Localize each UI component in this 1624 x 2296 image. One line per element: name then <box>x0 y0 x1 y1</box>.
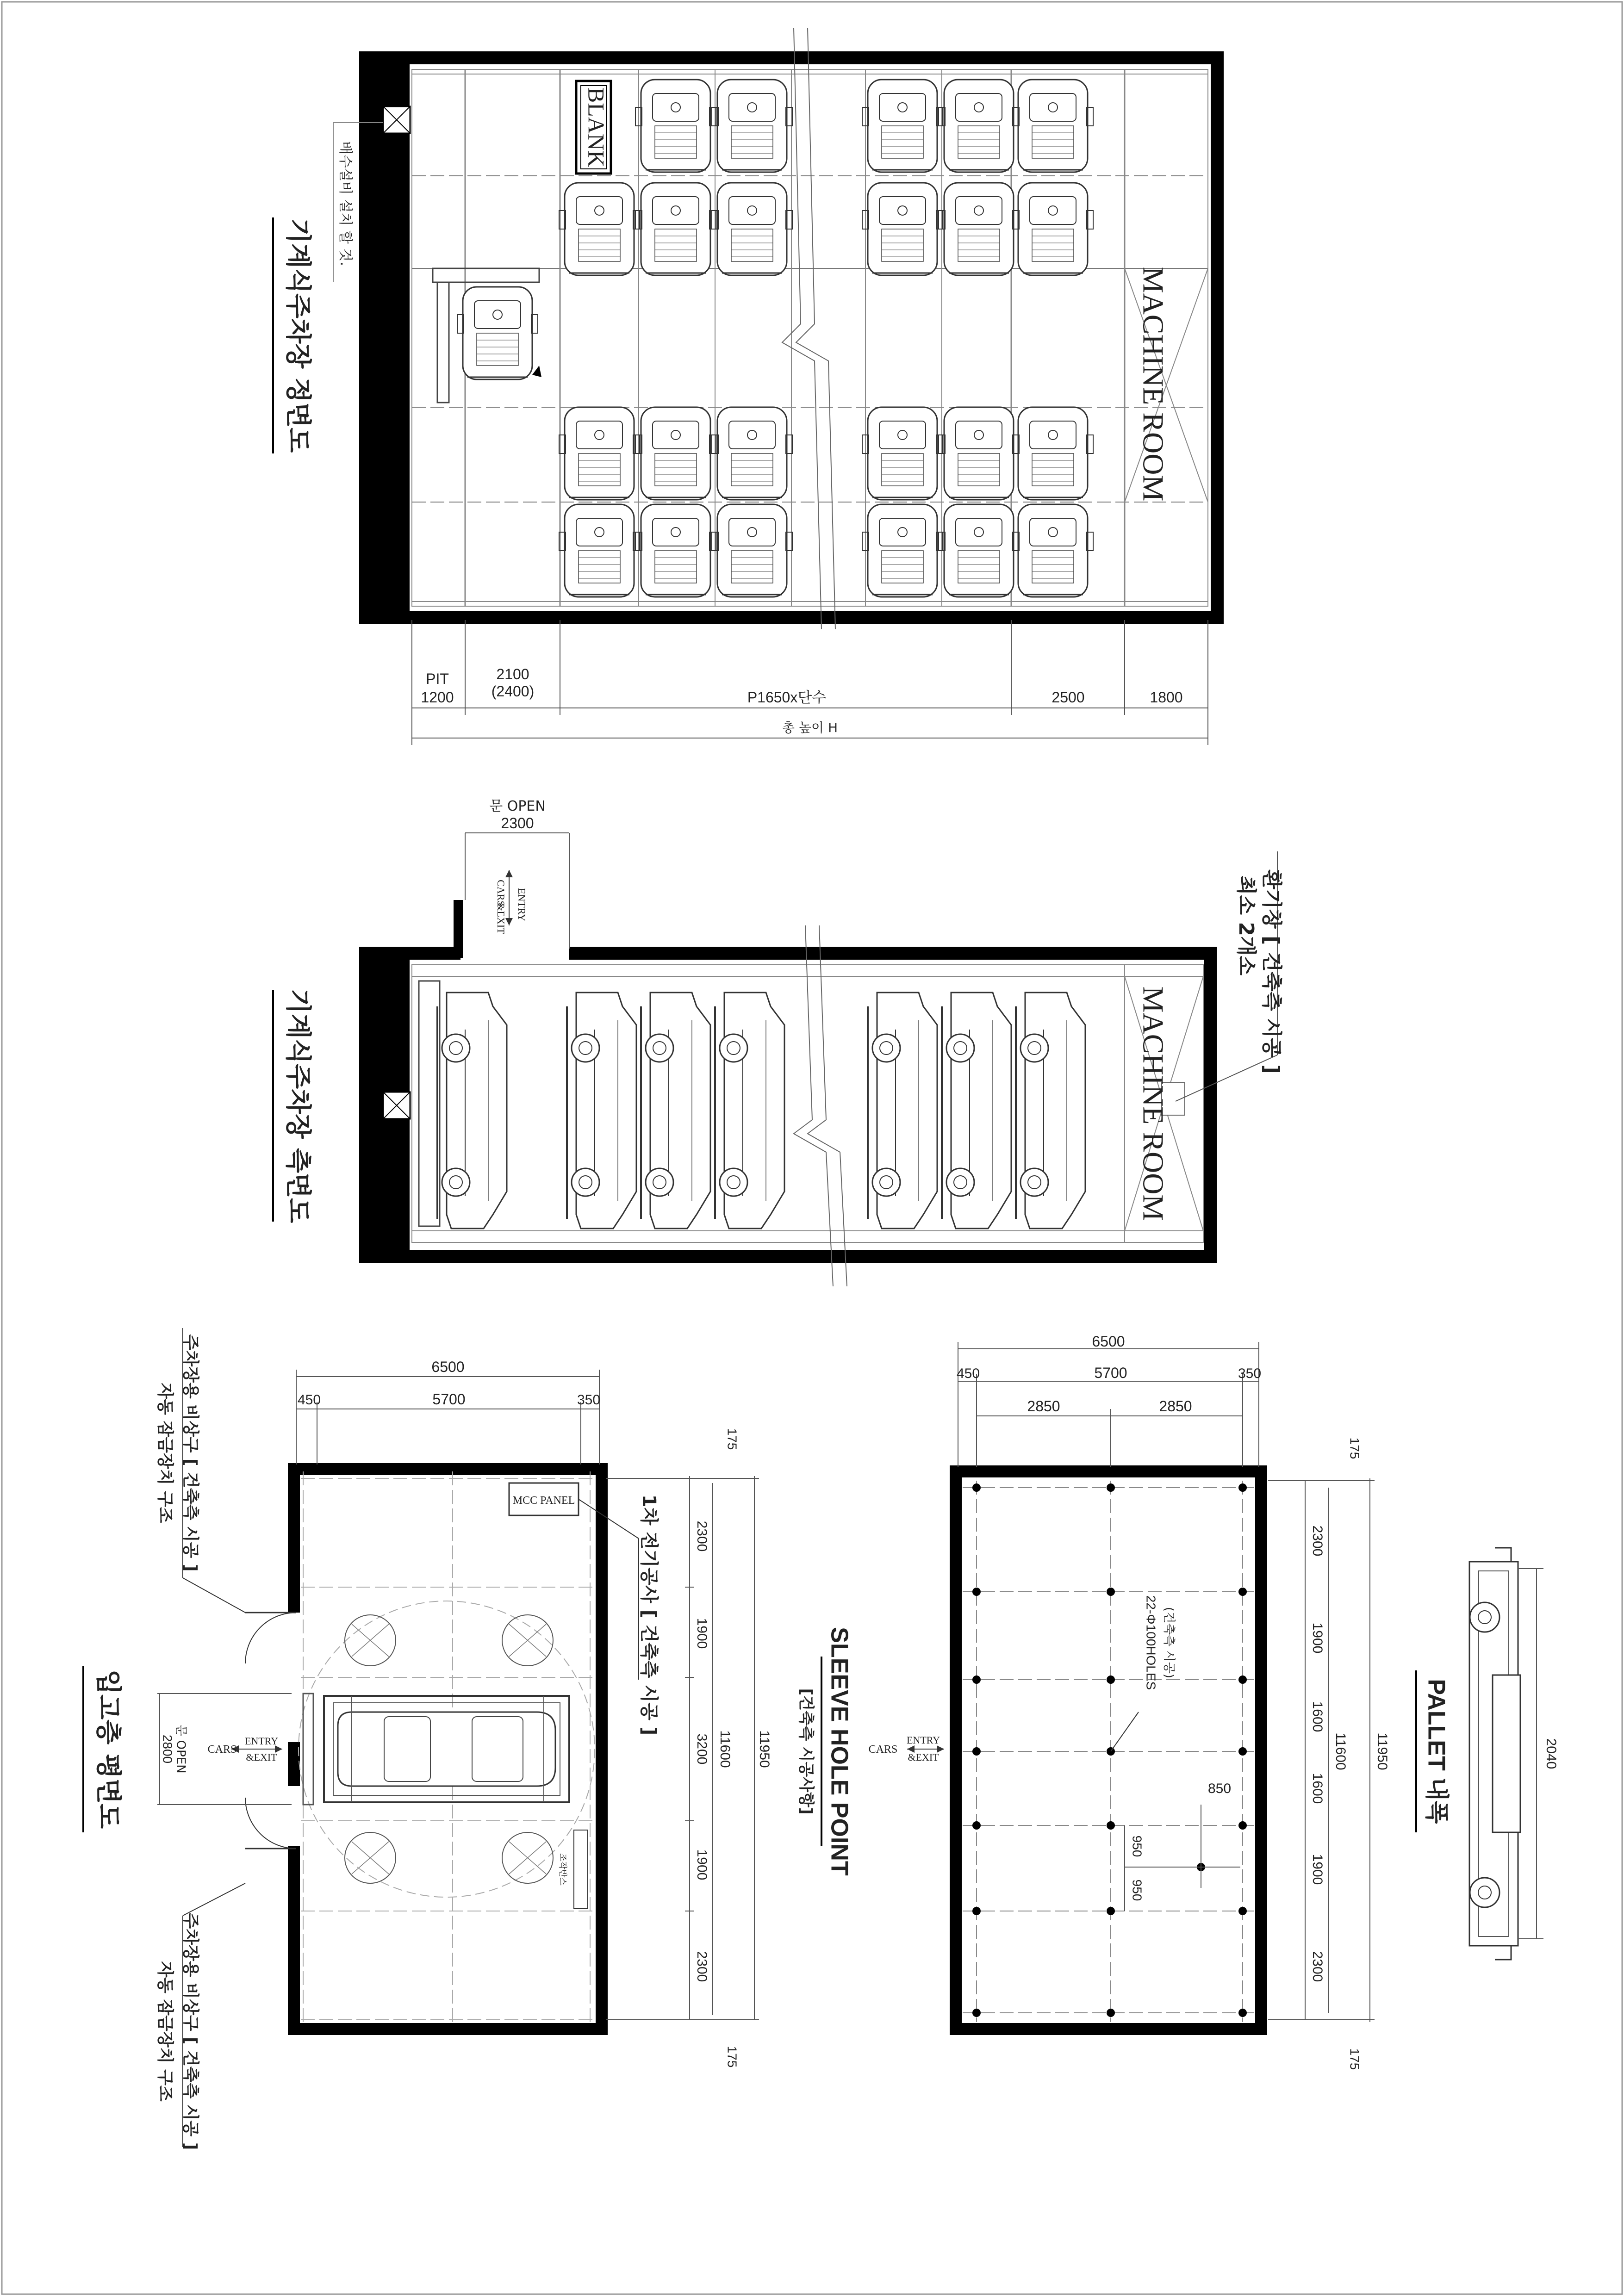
plan-dim-5700: 5700 <box>432 1391 466 1408</box>
sleeve-v175-top: 175 <box>1347 1437 1362 1459</box>
plan-door-open: 문 OPEN <box>174 1725 188 1774</box>
sleeve-dim-450: 450 <box>956 1366 980 1381</box>
sleeve-v11950: 11950 <box>1375 1732 1390 1770</box>
dim-pit-label: PIT <box>426 670 449 687</box>
sleeve-d950-a: 950 <box>1130 1835 1145 1857</box>
dim-pitch: P1650x단수 <box>747 689 827 706</box>
pallet-dim-2040: 2040 <box>1543 1738 1559 1769</box>
front-view-title: 기계식주차장 정면도 <box>282 218 313 453</box>
side-entry-label: ENTRY <box>516 887 528 922</box>
drain-note: 배수설비 설치 할 것. <box>337 141 354 266</box>
plan-v175-top: 175 <box>725 1428 740 1450</box>
sleeve-dim-350: 350 <box>1238 1366 1262 1381</box>
plan-dim-450: 450 <box>297 1392 321 1408</box>
mcc-panel-label: MCC PANEL <box>512 1495 575 1507</box>
sleeve-holes-sub: (건축측 시공) <box>1162 1607 1176 1679</box>
side-exit-label: &EXIT <box>495 903 507 934</box>
sleeve-d950-b: 950 <box>1130 1879 1145 1901</box>
side-door-label: 문 OPEN <box>489 798 546 814</box>
sleeve-dim-2850-a: 2850 <box>1027 1398 1060 1415</box>
sleeve-d850: 850 <box>1207 1781 1232 1796</box>
sleeve-entry-label: ENTRY <box>906 1734 940 1746</box>
machine-room-label: MACHINE ROOM <box>1137 267 1170 502</box>
entry-plan-title: 입고층 평면도 <box>93 1669 123 1829</box>
dim-1800: 1800 <box>1150 689 1183 706</box>
side-view-title: 기계식주차장 측면도 <box>282 988 313 1223</box>
sleeve-holes-label: 22-Φ100HOLES <box>1144 1595 1158 1690</box>
dim-2100: 2100 <box>496 666 529 683</box>
plan-v11600: 11600 <box>717 1730 733 1768</box>
dim-pit: 1200 <box>421 689 454 706</box>
plan-v3200: 3200 <box>694 1733 710 1765</box>
plan-cars-label: CARS <box>207 1744 237 1756</box>
sleeve-v1600-a: 1600 <box>1310 1701 1325 1732</box>
dim-2500: 2500 <box>1052 689 1085 706</box>
blank-label: BLANK <box>583 87 610 168</box>
plan-v175-bottom: 175 <box>725 2046 740 2068</box>
sleeve-cars-label: CARS <box>868 1744 898 1756</box>
sleeve-subtitle: [건축측 시공사항] <box>796 1688 815 1815</box>
front-elevation <box>273 28 1217 745</box>
side-door-width: 2300 <box>501 815 534 832</box>
sleeve-v1900-bottom: 1900 <box>1310 1854 1325 1885</box>
side-elevation <box>273 798 1283 1286</box>
plan-v1900-top: 1900 <box>694 1618 710 1649</box>
side-cars-label: CARS <box>495 880 507 906</box>
sleeve-hole-plan <box>797 1333 1390 2070</box>
dim-2400: (2400) <box>491 683 535 700</box>
emergency-note-top-line1: 주차장용 비상구 [ 건축측 시공 ] <box>181 1334 200 1572</box>
control-box-label: 조작반스 <box>558 1853 567 1886</box>
vent-note-line1: 환기창 [ 건축측 시공 ] <box>1260 869 1283 1074</box>
plan-door-2800: 2800 <box>160 1734 175 1764</box>
plan-v1900-bottom: 1900 <box>694 1849 710 1880</box>
side-machine-room-label: MACHINE ROOM <box>1137 986 1170 1221</box>
plan-dim-6500: 6500 <box>431 1359 465 1375</box>
entry-floor-plan <box>83 1328 772 2150</box>
emergency-note-top-line2: 자동 잠금장치 구조 <box>156 1383 174 1523</box>
dim-total-height: 총 높이 H <box>782 720 838 735</box>
vent-note-line2: 최소 2개소 <box>1234 875 1258 975</box>
plan-entry-label: ENTRY <box>244 1735 279 1747</box>
sleeve-dim-2850-b: 2850 <box>1159 1398 1192 1415</box>
plan-v2300-top: 2300 <box>694 1520 710 1552</box>
sleeve-exit-label: &EXIT <box>908 1751 939 1763</box>
plan-dim-350: 350 <box>577 1392 601 1408</box>
sleeve-v2300-top: 2300 <box>1310 1525 1325 1557</box>
sleeve-v1900-top: 1900 <box>1310 1622 1325 1654</box>
plan-v2300-bottom: 2300 <box>694 1951 710 1982</box>
emergency-note-bottom-line1: 주차장용 비상구 [ 건축측 시공 ] <box>181 1912 200 2150</box>
emergency-note-bottom-line2: 자동 잠금장치 구조 <box>156 1961 174 2102</box>
pallet-title: PALLET 내폭 <box>1423 1679 1450 1824</box>
sleeve-v11600: 11600 <box>1333 1732 1349 1770</box>
sleeve-v1600-b: 1600 <box>1310 1773 1325 1804</box>
sleeve-dim-5700: 5700 <box>1094 1365 1127 1381</box>
sleeve-title: SLEEVE HOLE POINT <box>826 1627 853 1876</box>
plan-v11950: 11950 <box>757 1730 772 1768</box>
sleeve-dim-6500: 6500 <box>1092 1333 1125 1350</box>
sleeve-v175-bottom: 175 <box>1347 2048 1362 2070</box>
pallet-detail <box>1416 1548 1559 1960</box>
elec-note: 1차 전기공사 [ 건축측 시공 ] <box>638 1494 660 1736</box>
plan-exit-label: &EXIT <box>246 1751 277 1763</box>
sleeve-v2300-bottom: 2300 <box>1310 1951 1325 1982</box>
